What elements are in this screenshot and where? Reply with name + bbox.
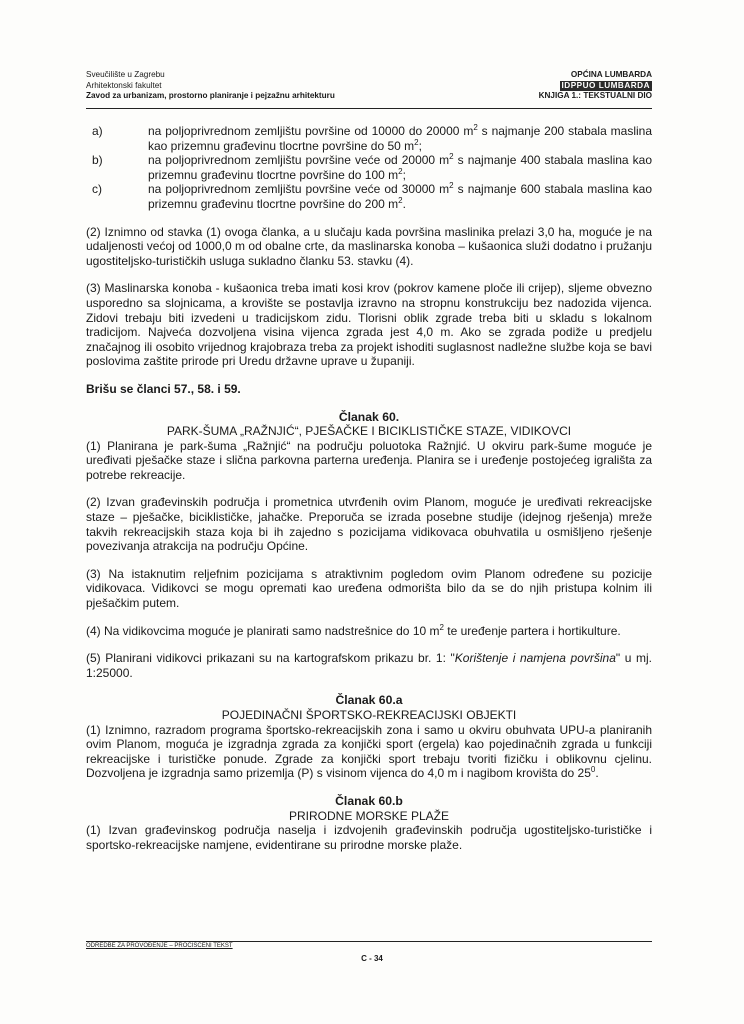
article-60a-subtitle: POJEDINAČNI ŠPORTSKO-REKREACIJSKI OBJEKTI bbox=[221, 708, 517, 722]
footer-divider bbox=[86, 941, 652, 942]
paragraph-3: (3) Maslinarska konoba - kušaonica treba imati kosi krov (pokrov kamene ploče ili crijep), sljeme obvezno usporedno sa slojnicama, a krovište se postavlja izravno na stropnu konstrukciju bez nadozida vijenca. Zidovi trebaju biti izvedeni u tradicijskom zidu. Tlorisni oblik zgrade treba biti u skladu s lokalnom tradicijom. Najveća dozvoljena visina vijenca zgrada jest 4,0 m. Ako se zgrada podiže u predjelu značajnog ili osobito vrijednog krajobraza treba za projekt ishoditi suglasnost nadležne službe koja se bavi poslovima zaštite prirode pri Uredu državne uprave u županiji. bbox=[86, 281, 652, 369]
article-60a-title: Članak 60.a bbox=[335, 693, 403, 708]
article-60-paragraph-5: (5) Planirani vidikovci prikazani su na kartografskom prikazu br. 1: "Korištenje i namjena površina" u mj. 1:25000. bbox=[86, 651, 652, 680]
page-number: C - 34 bbox=[361, 954, 383, 963]
plan-name-badge: IDPPUO LUMBARDA bbox=[561, 80, 650, 90]
list-text: na poljoprivrednom zemljištu površine veće od 20000 $m^2$ s najmanje 400 stabala maslina kao prizemnu građevinu tlocrtne površine do 100 $m^2$; bbox=[148, 152, 653, 182]
article-60b-subtitle: PRIRODNE MORSKE PLAŽE bbox=[288, 808, 450, 823]
article-60-title: Članak 60. bbox=[338, 409, 400, 424]
list-label: b) bbox=[92, 153, 103, 168]
article-60-paragraph-3: (3) Na istaknutim reljefnim pozicijama s atraktivnim pogledom ovim Planom određene su pozicije vidikovaca. Vidikovci se mogu opremati kao uređena odmorišta bilo da se do njih pristupa kolnim ili pješačkim putem. bbox=[86, 566, 652, 611]
list-text: na poljoprivrednom zemljištu površine od 10000 do 20000 $m^2$ s najmanje 200 stabala maslina kao prizemnu građevinu tlocrtne površine do 50 $m^2$; bbox=[148, 123, 653, 153]
list-item bbox=[86, 153, 652, 182]
article-60-paragraph-4: (4) Na vidikovcima moguće je planirati samo nadstrešnice do 10 $m^2$ te uređenje partera i hortikulture. bbox=[86, 622, 621, 638]
paragraph-2: (2) Iznimno od stavka (1) ovoga članka, a u slučaju kada površina maslinika prelazi 3,0 ha, moguće je na udaljenosti većoj od 1000,0 m od obalne crte, da maslinarska konoba – kušaonica služi dodatno i pružanju ugostiteljsko-turističkih usluga sukladno članku 53. stavku (4). bbox=[86, 224, 652, 268]
footer-caption: ODREDBE ZA PROVOĐENJE – PROČIŠĆENI TEKST bbox=[86, 943, 233, 949]
university-name: Sveučilište u Zagrebu bbox=[86, 70, 165, 79]
article-60a-paragraph-1: (1) Iznimno, razradom programa športsko-rekreacijskih zona i samo u okviru obuhvata UPU-a planiranih ovim Planom, moguća je izgradnja zgrada za konjički sport (ergela) kao pojedinačnih zgrada u funkciji rekreacijske i turističke ponude. Zgrade za konjički sport trebaju tvoriti fizičku i oblikovnu cjelinu. Dozvoljena je izgradnja samo prizemlja (P) s visinom vijenca do 4,0 m i nagibom krovišta do $25^0$. bbox=[86, 722, 652, 781]
institution-block bbox=[86, 70, 335, 102]
document-block bbox=[539, 70, 652, 102]
header-divider bbox=[86, 108, 652, 109]
list-text: na poljoprivrednom zemljištu površine veće od 30000 $m^2$ s najmanje 600 stabala maslina kao prizemnu građevinu tlocrtne površine do 200 $m^2$. bbox=[148, 181, 653, 211]
article-60b-paragraph-1: (1) Izvan građevinskog područja naselja i izdvojenih građevinskih područja ugostiteljsko-turističke i sportsko-rekreacijske namjene, evidentirane su prirodne morske plaže. bbox=[86, 823, 652, 852]
faculty-name: Arhitektonski fakultet bbox=[86, 80, 162, 90]
deleted-articles-note: Brišu se članci 57., 58. i 59. bbox=[86, 381, 241, 396]
article-60-subtitle: PARK-ŠUMA „RAŽNJIĆ“, PJEŠAČKE I BICIKLISTIČKE STAZE, VIDIKOVCI bbox=[166, 424, 572, 439]
article-60b-title: Članak 60.b bbox=[335, 793, 403, 808]
article-60-paragraph-2: (2) Izvan građevinskih područja i prometnica utvrđenih ovim Planom, moguće je uređivati rekreacijske staze – pješačke, biciklističke, jahačke. Preporuča se izrada posebne studije (idejnog rješenja) mreže takvih rekreacijskih staza koja bi ih zajedno s pozicijama vidikovaca obuhvatila u osmišljeno rješenje povezivanja atrakcija na području Općine. bbox=[86, 495, 652, 554]
book-title: KNJIGA 1.: TEKSTUALNI DIO bbox=[538, 91, 652, 100]
institute-name: Zavod za urbanizam, prostorno planiranje i pejzažnu arhitekturu bbox=[86, 91, 335, 100]
list-item bbox=[86, 182, 652, 211]
page-header bbox=[86, 70, 652, 110]
municipality-name: OPĆINA LUMBARDA bbox=[570, 70, 652, 79]
list-item bbox=[86, 124, 652, 153]
list-label: a) bbox=[92, 124, 103, 138]
list-label: c) bbox=[92, 182, 102, 197]
article-60-paragraph-1: (1) Planirana je park-šuma „Ražnjić“ na području poluotoka Ražnjić. U okviru park-šume moguće je uređivati pješačke staze i slična parkovna parterna uređenja. Planira se i uređenje postojećeg igrališta za potrebe rekreacije. bbox=[86, 438, 652, 482]
document-body bbox=[86, 124, 652, 852]
